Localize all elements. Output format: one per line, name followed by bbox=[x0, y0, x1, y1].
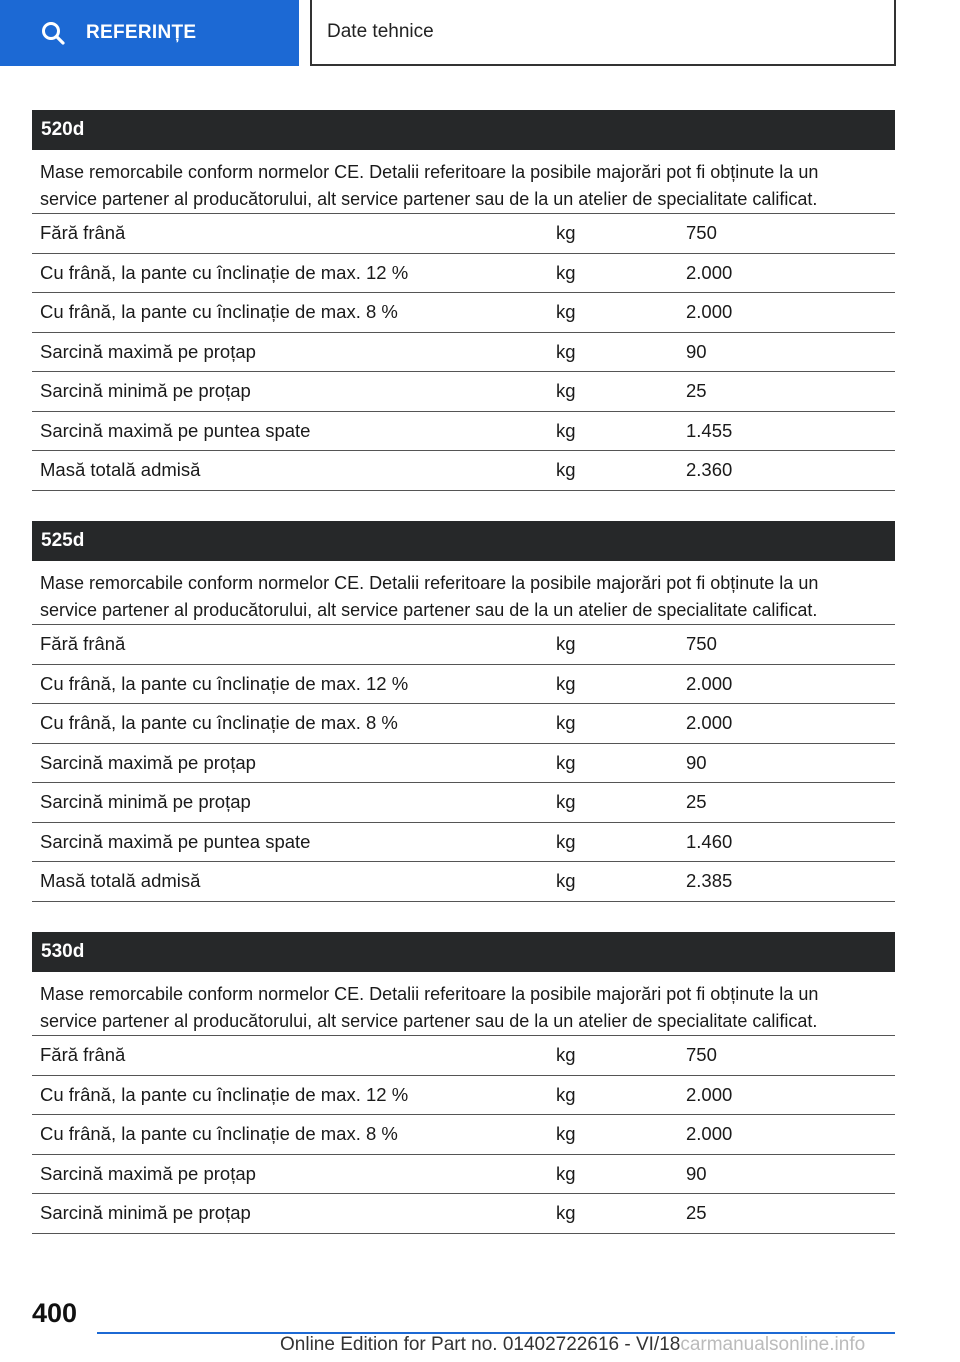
row-value: 750 bbox=[686, 633, 717, 655]
row-value: 750 bbox=[686, 1044, 717, 1066]
row-unit: kg bbox=[556, 712, 576, 734]
table-row bbox=[32, 1076, 895, 1116]
row-label: Cu frână, la pante cu înclinație de max. 12 % bbox=[40, 261, 409, 283]
row-value: 25 bbox=[686, 380, 707, 402]
footer-edition bbox=[280, 1334, 865, 1356]
row-label: Sarcină maximă pe proțap bbox=[40, 1162, 256, 1184]
description-line: service partener al producătorului, alt service partener sau de la un atelier de specialitate calificat. bbox=[40, 600, 818, 620]
table-row bbox=[32, 293, 895, 333]
row-value: 2.000 bbox=[686, 712, 733, 734]
edition-text: Online Edition for Part no. 01402722616 - VI/18 bbox=[280, 1334, 681, 1355]
watermark: carmanualsonline.info bbox=[680, 1334, 866, 1355]
table-row bbox=[32, 665, 895, 705]
row-label: Sarcină minimă pe proțap bbox=[40, 1202, 251, 1224]
row-unit: kg bbox=[556, 1162, 576, 1184]
row-unit: kg bbox=[556, 380, 576, 402]
spec-table-description bbox=[32, 150, 895, 214]
search-icon bbox=[40, 20, 66, 46]
spec-table-530d bbox=[32, 932, 895, 1234]
row-value: 2.000 bbox=[686, 1083, 733, 1105]
table-row bbox=[32, 333, 895, 373]
spec-table-title: 520d bbox=[32, 110, 895, 150]
table-row bbox=[32, 625, 895, 665]
row-value: 1.455 bbox=[686, 419, 733, 441]
row-unit: kg bbox=[556, 459, 576, 481]
table-row bbox=[32, 704, 895, 744]
page-header bbox=[0, 0, 960, 66]
section-title: Date tehnice bbox=[310, 0, 896, 66]
row-label: Cu frână, la pante cu înclinație de max. 8 % bbox=[40, 1123, 398, 1145]
row-unit: kg bbox=[556, 633, 576, 655]
spec-table-description bbox=[32, 561, 895, 625]
spec-table-title: 525d bbox=[32, 521, 895, 561]
row-label: Masă totală admisă bbox=[40, 870, 201, 892]
row-label: Cu frână, la pante cu înclinație de max. 8 % bbox=[40, 712, 398, 734]
row-value: 2.000 bbox=[686, 261, 733, 283]
row-unit: kg bbox=[556, 791, 576, 813]
row-label: Sarcină minimă pe proțap bbox=[40, 380, 251, 402]
row-value: 1.460 bbox=[686, 830, 733, 852]
description-line: Mase remorcabile conform normelor CE. Detalii referitoare la posibile majorări pot fi obținute la un bbox=[40, 162, 819, 182]
table-row bbox=[32, 1155, 895, 1195]
spec-table-520d bbox=[32, 110, 895, 491]
description-line: Mase remorcabile conform normelor CE. Detalii referitoare la posibile majorări pot fi obținute la un bbox=[40, 573, 819, 593]
row-value: 90 bbox=[686, 751, 707, 773]
row-unit: kg bbox=[556, 1123, 576, 1145]
row-value: 2.385 bbox=[686, 870, 733, 892]
table-row bbox=[32, 823, 895, 863]
row-value: 90 bbox=[686, 1162, 707, 1184]
row-value: 750 bbox=[686, 222, 717, 244]
row-value: 2.000 bbox=[686, 672, 733, 694]
page-number: 400 bbox=[32, 1298, 78, 1328]
spec-table-title: 530d bbox=[32, 932, 895, 972]
row-value: 25 bbox=[686, 1202, 707, 1224]
table-row bbox=[32, 1115, 895, 1155]
references-button[interactable] bbox=[0, 0, 299, 66]
row-value: 2.360 bbox=[686, 459, 733, 481]
description-line: service partener al producătorului, alt service partener sau de la un atelier de specialitate calificat. bbox=[40, 1011, 818, 1031]
row-label: Sarcină maximă pe puntea spate bbox=[40, 419, 311, 441]
row-unit: kg bbox=[556, 870, 576, 892]
row-label: Cu frână, la pante cu înclinație de max. 12 % bbox=[40, 672, 409, 694]
row-label: Cu frână, la pante cu înclinație de max. 8 % bbox=[40, 301, 398, 323]
row-value: 2.000 bbox=[686, 301, 733, 323]
row-label: Sarcină minimă pe proțap bbox=[40, 791, 251, 813]
row-unit: kg bbox=[556, 301, 576, 323]
table-row bbox=[32, 744, 895, 784]
row-label: Sarcină maximă pe puntea spate bbox=[40, 830, 311, 852]
row-unit: kg bbox=[556, 419, 576, 441]
references-label: REFERINȚE bbox=[86, 22, 197, 43]
description-line: service partener al producătorului, alt service partener sau de la un atelier de specialitate calificat. bbox=[40, 189, 818, 209]
description-line: Mase remorcabile conform normelor CE. Detalii referitoare la posibile majorări pot fi obținute la un bbox=[40, 984, 819, 1004]
row-value: 25 bbox=[686, 791, 707, 813]
spec-table-525d bbox=[32, 521, 895, 902]
table-row bbox=[32, 214, 895, 254]
row-unit: kg bbox=[556, 1083, 576, 1105]
table-row bbox=[32, 862, 895, 902]
table-row bbox=[32, 451, 895, 491]
table-row bbox=[32, 372, 895, 412]
row-label: Masă totală admisă bbox=[40, 459, 201, 481]
row-unit: kg bbox=[556, 751, 576, 773]
row-unit: kg bbox=[556, 222, 576, 244]
row-unit: kg bbox=[556, 261, 576, 283]
table-row bbox=[32, 412, 895, 452]
row-unit: kg bbox=[556, 672, 576, 694]
row-unit: kg bbox=[556, 1044, 576, 1066]
row-label: Sarcină maximă pe proțap bbox=[40, 751, 256, 773]
row-unit: kg bbox=[556, 1202, 576, 1224]
row-unit: kg bbox=[556, 340, 576, 362]
row-label: Fără frână bbox=[40, 633, 126, 655]
row-label: Fără frână bbox=[40, 1044, 126, 1066]
row-label: Fără frână bbox=[40, 222, 126, 244]
row-label: Cu frână, la pante cu înclinație de max. 12 % bbox=[40, 1083, 409, 1105]
spec-table-description bbox=[32, 972, 895, 1036]
row-label: Sarcină maximă pe proțap bbox=[40, 340, 256, 362]
row-value: 2.000 bbox=[686, 1123, 733, 1145]
row-value: 90 bbox=[686, 340, 707, 362]
table-row bbox=[32, 1194, 895, 1234]
table-row bbox=[32, 254, 895, 294]
row-unit: kg bbox=[556, 830, 576, 852]
table-row bbox=[32, 783, 895, 823]
table-row bbox=[32, 1036, 895, 1076]
